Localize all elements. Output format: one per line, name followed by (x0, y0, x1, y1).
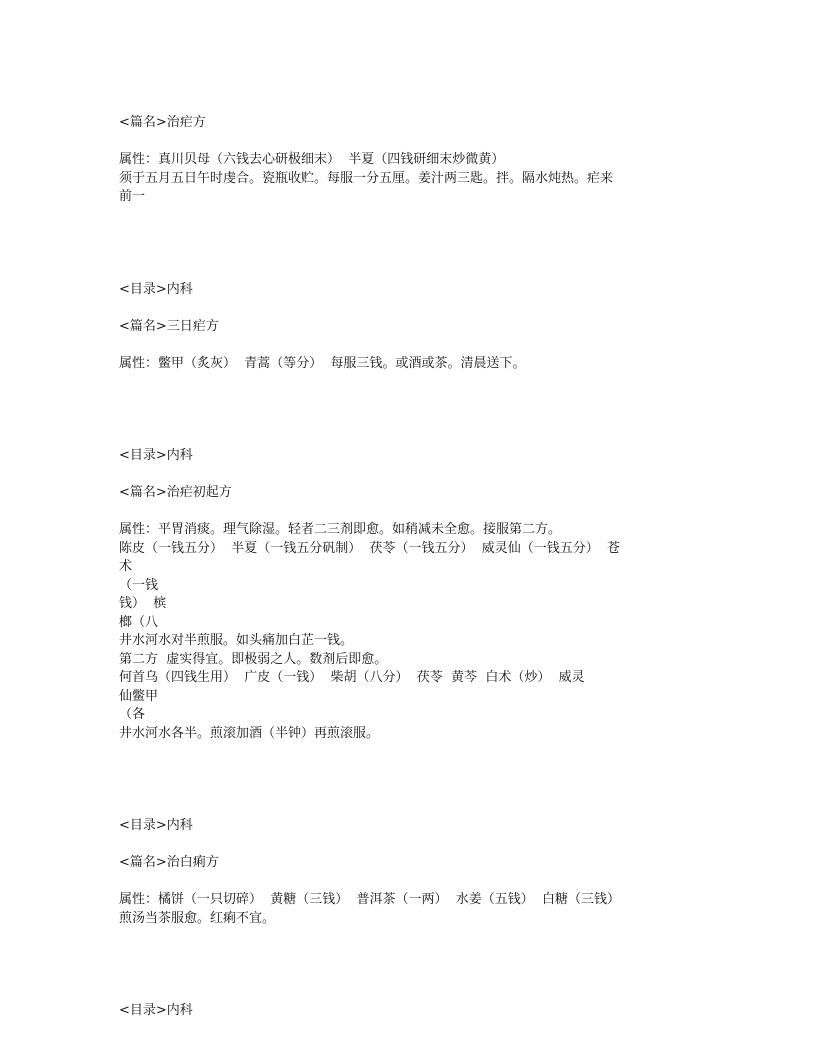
text-line: 井水河水对半煎服。如头痛加白芷一钱。 (119, 633, 354, 648)
document-page (119, 114, 659, 1021)
section-sanrinue (119, 281, 659, 374)
spacer (119, 299, 659, 318)
section-title: <篇名>治疟初起方 (119, 485, 232, 500)
spacer (119, 503, 659, 522)
text-line: 须于五月五日午时虔合。瓷瓶收贮。每服一分五厘。姜汁两三匙。拌。隔水炖热。疟来 (119, 170, 614, 186)
catalog-label: <目录>内科 (119, 818, 193, 833)
spacer (119, 466, 659, 485)
section-title: <篇名>治疟方 (119, 115, 206, 130)
catalog-label: <目录>内科 (119, 1003, 193, 1018)
section-title: <篇名>治白痢方 (119, 855, 219, 870)
section-zhibaili (119, 817, 659, 928)
text-line: 榔（八 (119, 614, 159, 630)
text-line: 井水河水各半。煎滚加酒（半钟）再煎滚服。 (119, 725, 380, 741)
spacer (119, 928, 659, 1002)
spacer (119, 873, 659, 892)
text-line: 钱） 槟 (119, 596, 167, 611)
catalog-label: <目录>内科 (119, 448, 193, 463)
text-line: 仙鳖甲 (119, 688, 159, 704)
section-title: <篇名>三日疟方 (119, 318, 219, 334)
spacer (119, 133, 659, 152)
spacer (119, 836, 659, 855)
spacer (119, 336, 659, 355)
text-line: 术 (119, 559, 133, 574)
spacer (119, 207, 659, 281)
text-line: 第二方 虚实得宜。即极弱之人。数剂后即愈。 (119, 651, 388, 667)
text-line: 属性：鳖甲（炙灰） 青蒿（等分） 每服三钱。或酒或茶。清晨送下。 (119, 355, 526, 371)
catalog-label: <目录>内科 (119, 281, 193, 297)
section-zhinuechuqi (119, 447, 659, 743)
text-line: （各 (119, 707, 146, 722)
spacer (119, 743, 659, 817)
text-line: 煎汤当茶服愈。红痢不宜。 (119, 910, 276, 926)
text-line: 属性：平胃消痰。理气除湿。轻者二三剂即愈。如稍减未全愈。接服第二方。 (119, 522, 562, 537)
section-trailing (119, 1002, 659, 1021)
section-zhinue (119, 114, 659, 207)
text-line: 陈皮（一钱五分） 半夏（一钱五分矾制） 茯苓（一钱五分） 威灵仙（一钱五分） 苍 (119, 540, 621, 556)
text-line: 何首乌（四钱生用） 广皮（一钱） 柴胡（八分） 茯苓 黄芩 白术（炒） 威灵 (119, 670, 585, 685)
text-line: 属性：真川贝母（六钱去心研极细末） 半夏（四钱研细末炒微黄） (119, 152, 505, 167)
spacer (119, 373, 659, 447)
text-line: （一钱 (119, 577, 159, 593)
text-line: 属性：橘饼（一只切碎） 黄糖（三钱） 普洱茶（一两） 水姜（五钱） 白糖（三钱） (119, 892, 621, 907)
text-line: 前一 (119, 189, 146, 204)
